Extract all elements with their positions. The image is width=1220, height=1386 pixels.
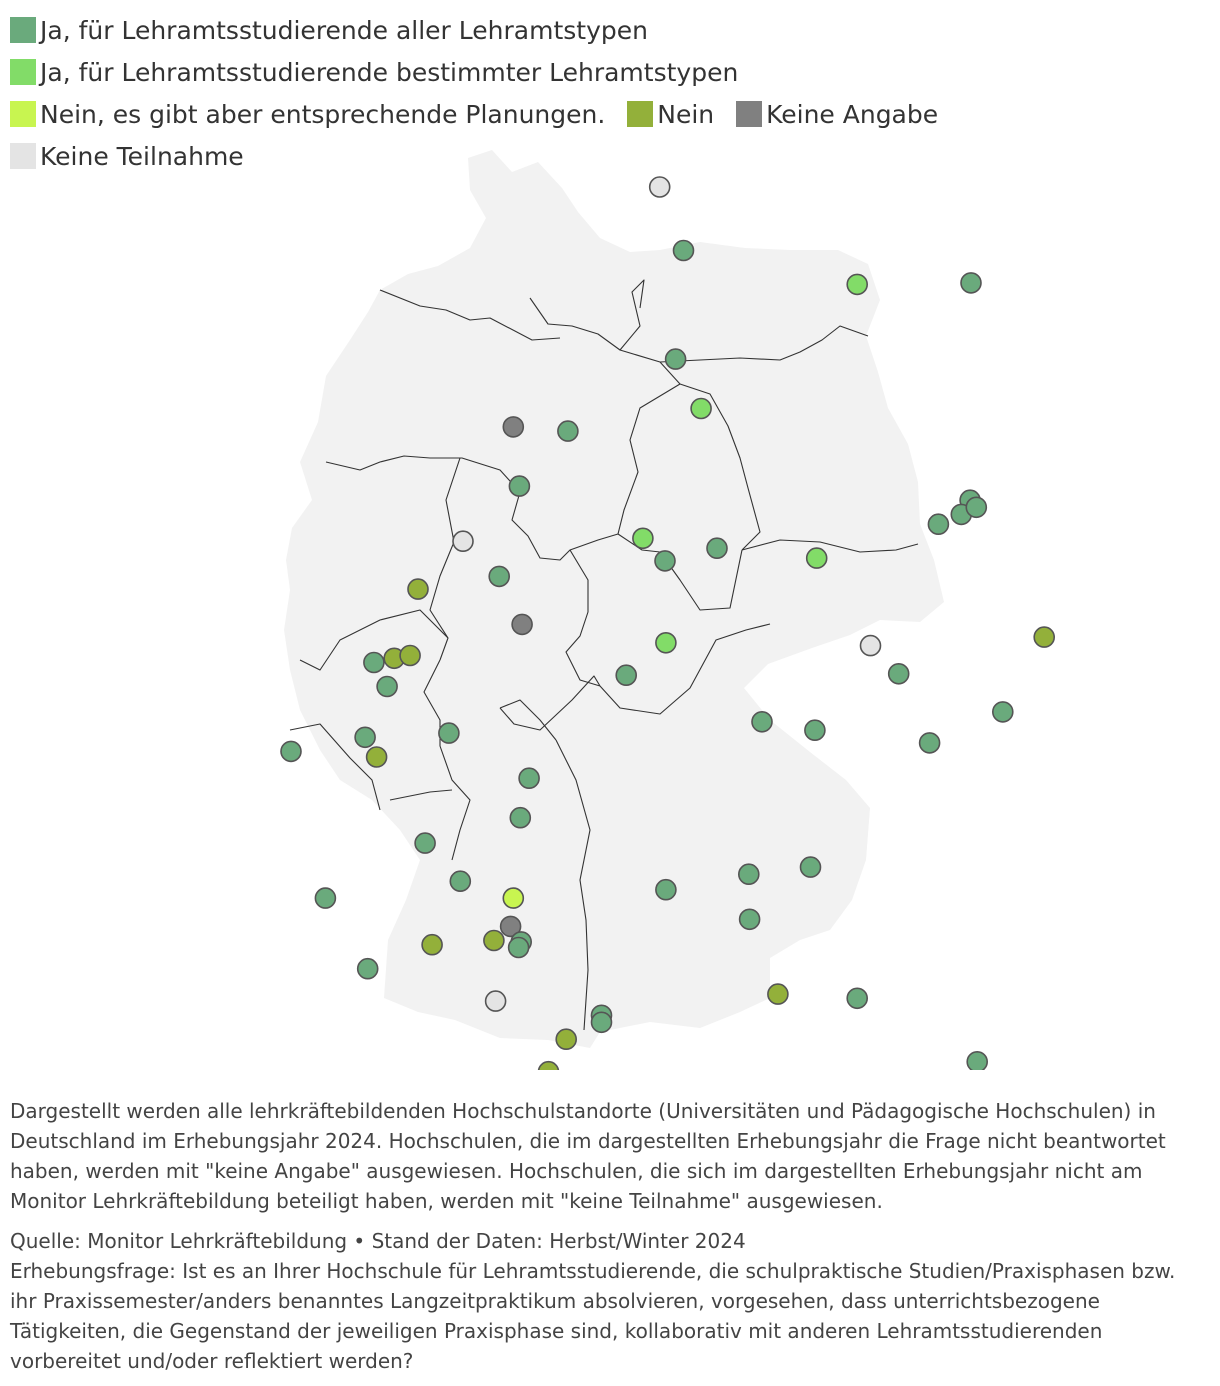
university-point-none[interactable]: [486, 991, 506, 1011]
legend-swatch-na: [736, 101, 762, 127]
legend-label-some: Ja, für Lehramtsstudierende bestimmter Lehramtstypen: [40, 58, 739, 87]
university-point-some[interactable]: [847, 274, 867, 294]
university-point-all[interactable]: [509, 476, 529, 496]
university-point-none[interactable]: [453, 531, 473, 551]
university-point-none[interactable]: [861, 636, 881, 656]
legend-label-all: Ja, für Lehramtsstudierende aller Lehramtstypen: [40, 16, 648, 45]
university-point-no[interactable]: [484, 931, 504, 951]
university-point-all[interactable]: [674, 241, 694, 261]
university-point-all[interactable]: [801, 857, 821, 877]
university-point-some[interactable]: [691, 399, 711, 419]
university-point-none[interactable]: [650, 177, 670, 197]
university-point-all[interactable]: [364, 653, 384, 673]
university-point-all[interactable]: [967, 1052, 987, 1070]
university-point-na[interactable]: [512, 614, 532, 634]
university-point-all[interactable]: [805, 720, 825, 740]
legend-swatch-all: [10, 17, 36, 43]
legend-item-planned[interactable]: [10, 100, 605, 129]
university-point-all[interactable]: [889, 664, 909, 684]
legend-item-all[interactable]: [10, 16, 648, 45]
description-text: Dargestellt werden alle lehrkräftebildenden Hochschulstandorte (Universitäten und Pädagogische Hochschulen) in Deutschland im Erhebungsjahr 2024. Hochschulen, die im dargestellten Erhebungsjahr die Frage nicht beantwortet haben, werden mit "keine Angabe" ausgewiesen. Hochschulen, die sich im dargestellten Erhebungsjahr nicht am Monitor Lehrkräftebildung beteiligt haben, werden mit "keine Teilnahme" ausgewiesen.: [10, 1099, 1166, 1213]
university-point-no[interactable]: [539, 1062, 559, 1070]
university-point-all[interactable]: [450, 871, 470, 891]
question-text: Erhebungsfrage: Ist es an Ihrer Hochschule für Lehramtsstudierende, die schulpraktische Studien/Praxisphasen bzw. ihr Praxissemester/anders benanntes Langzeitpraktikum absolvieren, vorgesehen, dass unterrichtsbezogene Tätigkeiten, die Gegenstand der jeweiligen Praxisphase sind, kollaborativ mit anderen Lehramtsstudierenden vorbereitet und/oder reflektiert werden?: [10, 1259, 1176, 1373]
university-point-na[interactable]: [503, 417, 523, 437]
university-point-all[interactable]: [656, 880, 676, 900]
university-point-all[interactable]: [655, 551, 675, 571]
university-point-all[interactable]: [358, 959, 378, 979]
university-point-some[interactable]: [633, 528, 653, 548]
university-point-all[interactable]: [509, 938, 529, 958]
university-point-all[interactable]: [707, 538, 727, 558]
university-point-all[interactable]: [281, 741, 301, 761]
university-point-all[interactable]: [928, 514, 948, 534]
university-point-all[interactable]: [752, 712, 772, 732]
university-point-some[interactable]: [656, 633, 676, 653]
legend-item-no[interactable]: [627, 100, 714, 129]
university-point-no[interactable]: [1034, 627, 1054, 647]
legend-label-none: Keine Teilnahme: [40, 142, 244, 171]
university-point-all[interactable]: [920, 733, 940, 753]
university-point-all[interactable]: [489, 566, 509, 586]
university-point-no[interactable]: [556, 1029, 576, 1049]
university-point-no[interactable]: [768, 984, 788, 1004]
university-point-all[interactable]: [993, 702, 1013, 722]
university-point-all[interactable]: [616, 665, 636, 685]
university-point-all[interactable]: [355, 727, 375, 747]
university-point-all[interactable]: [666, 349, 686, 369]
legend-label-planned: Nein, es gibt aber entsprechende Planungen.: [40, 100, 606, 129]
legend-item-some[interactable]: [10, 58, 738, 87]
legend-swatch-some: [10, 59, 36, 85]
legend-swatch-planned: [10, 101, 36, 127]
legend-swatch-no: [627, 101, 653, 127]
university-point-all[interactable]: [558, 421, 578, 441]
university-point-all[interactable]: [966, 497, 986, 517]
university-point-all[interactable]: [592, 1012, 612, 1032]
university-point-all[interactable]: [439, 723, 459, 743]
university-point-no[interactable]: [367, 747, 387, 767]
university-point-all[interactable]: [315, 888, 335, 908]
university-point-all[interactable]: [519, 768, 539, 788]
university-point-all[interactable]: [510, 808, 530, 828]
legend-label-na: Keine Angabe: [766, 100, 939, 129]
legend-item-na[interactable]: [736, 100, 938, 129]
legend-label-no: Nein: [657, 100, 715, 129]
university-point-all[interactable]: [740, 909, 760, 929]
source-text: Quelle: Monitor Lehrkräftebildung • Stand der Daten: Herbst/Winter 2024: [10, 1229, 746, 1253]
notes: [10, 1096, 1205, 1376]
university-point-all[interactable]: [377, 677, 397, 697]
university-point-no[interactable]: [422, 935, 442, 955]
university-point-all[interactable]: [961, 273, 981, 293]
university-point-all[interactable]: [847, 988, 867, 1008]
germany-outline: [284, 150, 944, 1048]
university-point-some[interactable]: [807, 548, 827, 568]
university-point-all[interactable]: [415, 833, 435, 853]
germany-map: [0, 140, 1220, 1070]
university-point-all[interactable]: [739, 864, 759, 884]
university-point-no[interactable]: [408, 579, 428, 599]
university-point-planned[interactable]: [503, 888, 523, 908]
university-point-no[interactable]: [400, 646, 420, 666]
